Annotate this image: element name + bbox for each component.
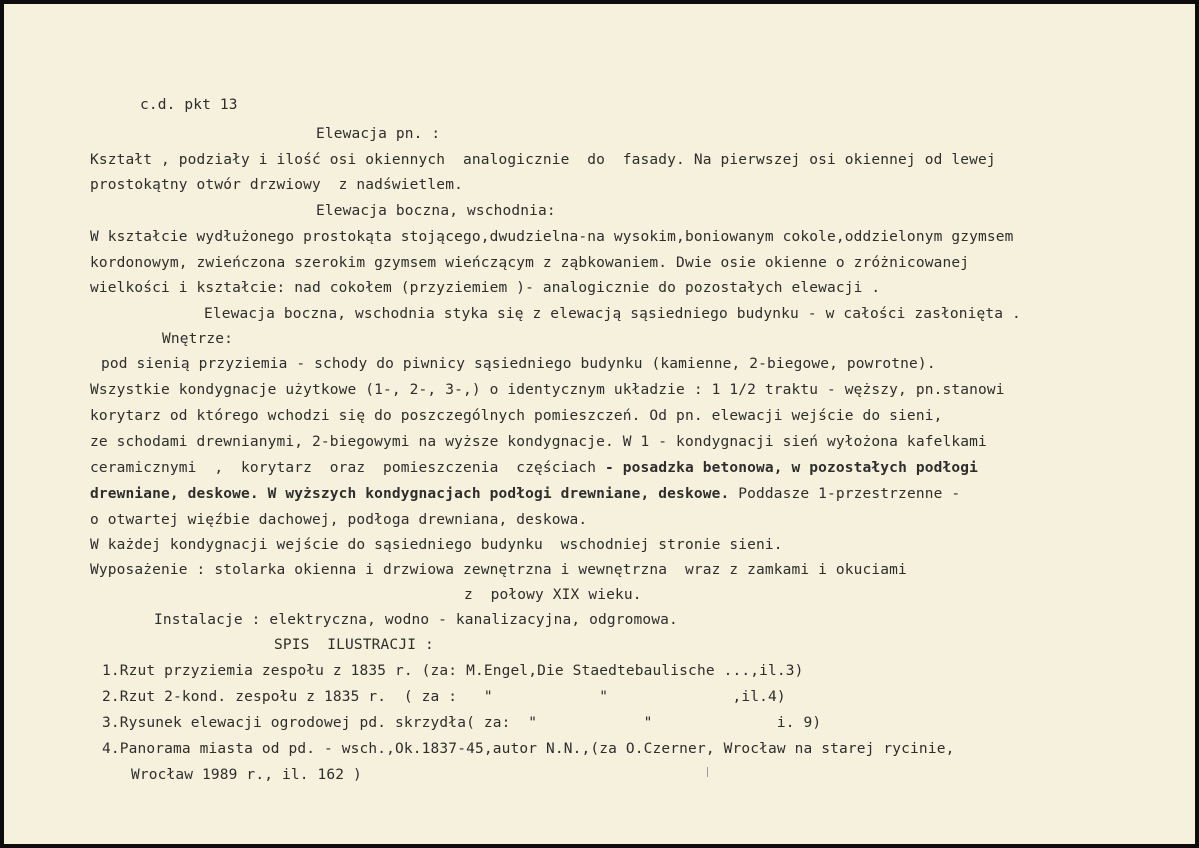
text-line: prostokątny otwór drzwiowy z nadświetlem.	[90, 177, 463, 193]
text-line: Kształt , podziały i ilość osi okiennych analogicznie do fasady. Na pierwszej osi okiennej od lewej	[90, 152, 996, 168]
text-line: kordonowym, zwieńczona szerokim gzymsem wieńczącym z ząbkowaniem. Dwie osie okienne o zróżnicowanej	[90, 255, 970, 271]
illustration-item: 4.Panorama miasta od pd. - wsch.,Ok.1837-45,autor N.N.,(za O.Czerner, Wrocław na starej rycinie,	[102, 741, 955, 757]
heading-north-elevation: Elewacja pn. :	[316, 126, 441, 142]
text-line: ze schodami drewnianymi, 2-biegowymi na wyższe kondygnacje. W 1 - kondygnacji sień wyłożona kafelkami	[90, 434, 987, 450]
heading-east-elevation: Elewacja boczna, wschodnia:	[316, 203, 556, 219]
illustration-item: 3.Rysunek elewacji ogrodowej pd. skrzydła( za: " " i. 9)	[102, 715, 822, 731]
illustration-item: 1.Rzut przyziemia zespołu z 1835 r. (za: M.Engel,Die Staedtebaulische ...,il.3)	[102, 663, 804, 679]
pen-mark	[707, 767, 708, 777]
text-line: Elewacja boczna, wschodnia styka się z elewacją sąsiedniego budynku - w całości zasłonięta .	[204, 306, 1021, 322]
text-line: wielkości i kształcie: nad cokołem (przyziemiem )- analogicznie do pozostałych elewacji .	[90, 280, 881, 296]
page-header: c.d. pkt 13	[140, 97, 238, 113]
illustration-item: Wrocław 1989 r., il. 162 )	[131, 767, 362, 783]
text-segment: Poddasze 1-przestrzenne -	[729, 486, 961, 502]
text-line: Instalacje : elektryczna, wodno - kanalizacyjna, odgromowa.	[154, 612, 678, 628]
text-line: W kształcie wydłużonego prostokąta stojącego,dwudzielna-na wysokim,boniowanym cokole,oddzielonym gzymsem	[90, 229, 1014, 245]
text-line	[90, 459, 978, 477]
text-segment: ceramicznymi , korytarz oraz pomieszczenia częściach	[90, 460, 597, 476]
illustration-item: 2.Rzut 2-kond. zespołu z 1835 r. ( za : " " ,il.4)	[102, 689, 786, 705]
text-line: pod sienią przyziemia - schody do piwnicy sąsiedniego budynku (kamienne, 2-biegowe, powrotne).	[101, 356, 936, 372]
text-line: z połowy XIX wieku.	[464, 587, 642, 603]
text-segment-bold: drewniane, deskowe. W wyższych kondygnacjach podłogi drewniane, deskowe.	[90, 486, 730, 502]
document-page	[4, 4, 1195, 844]
text-line	[90, 485, 960, 503]
text-line: korytarz od którego wchodzi się do poszczególnych pomieszczeń. Od pn. elewacji wejście do sieni,	[90, 408, 943, 424]
text-line: W każdej kondygnacji wejście do sąsiedniego budynku wschodniej stronie sieni.	[90, 537, 783, 553]
heading-interior: Wnętrze:	[162, 331, 234, 347]
text-line: o otwartej więźbie dachowej, podłoga drewniana, deskowa.	[90, 512, 588, 528]
text-line: Wyposażenie : stolarka okienna i drzwiowa zewnętrzna i wewnętrzna wraz z zamkami i okuciami	[90, 562, 907, 578]
text-segment-bold: - posadzka betonowa, w pozostałych podłogi	[596, 460, 978, 476]
text-line: Wszystkie kondygnacje użytkowe (1-, 2-, 3-,) o identycznym układzie : 1 1/2 traktu - węższy, pn.stanowi	[90, 382, 1005, 398]
heading-illustrations: SPIS ILUSTRACJI :	[274, 637, 434, 653]
